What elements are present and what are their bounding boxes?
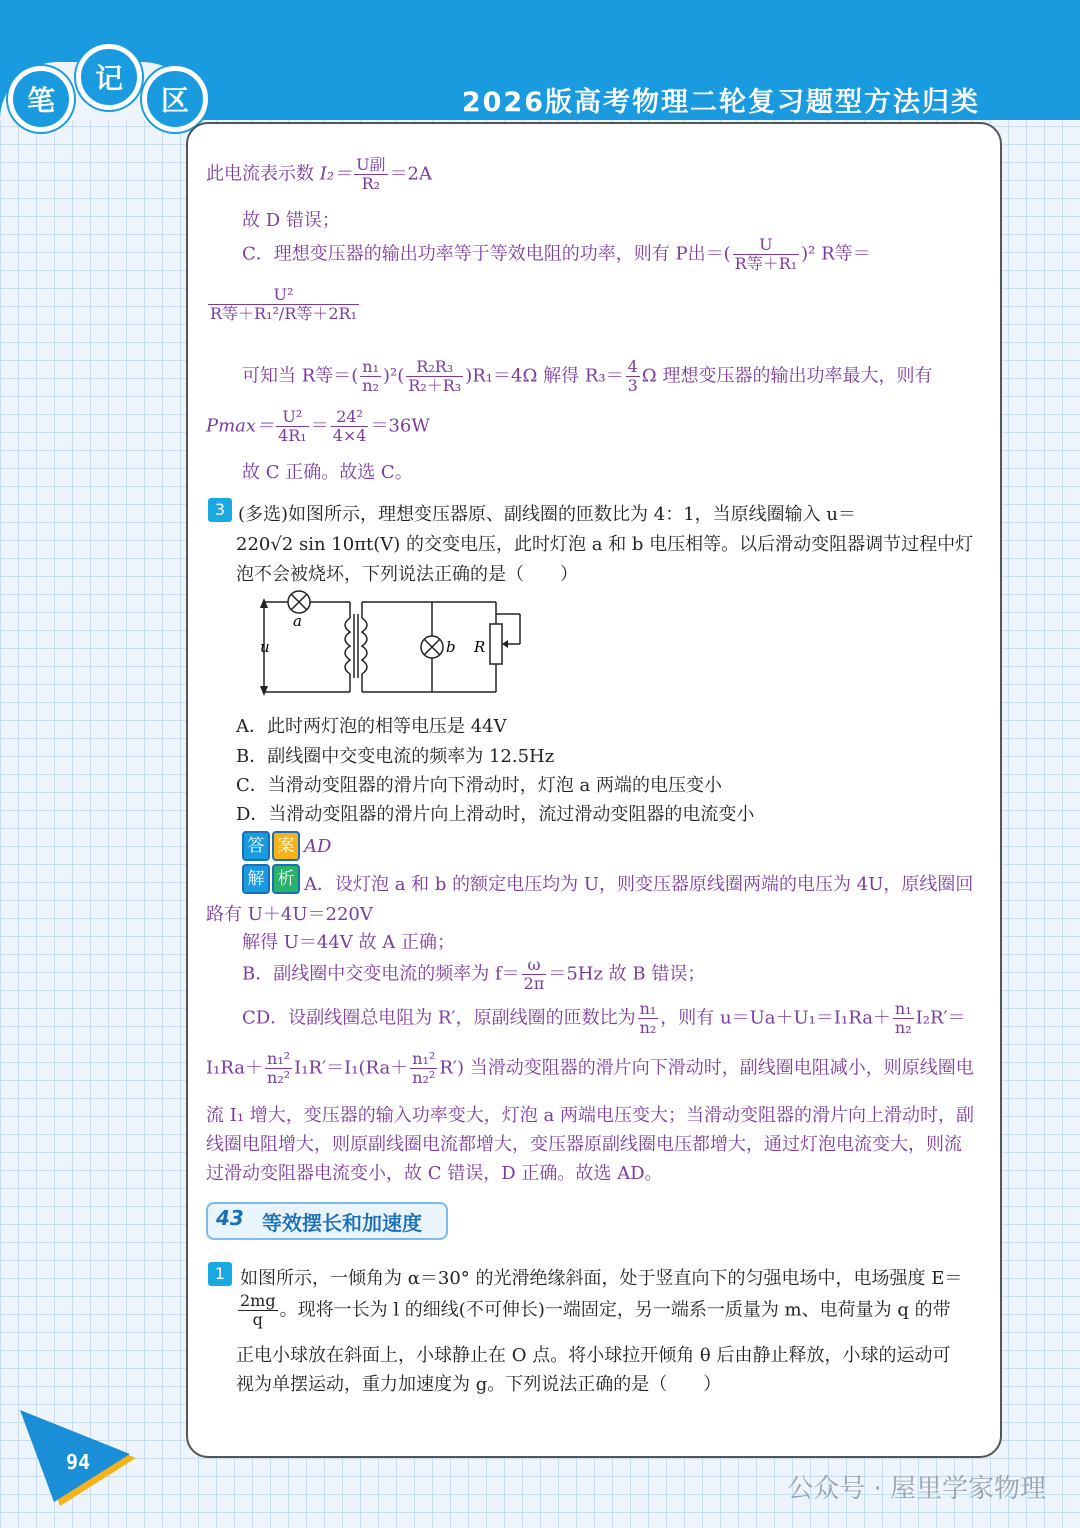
header-title: 2026版高考物理二轮复习题型方法归类 (461, 87, 980, 118)
question-number-badge: 3 (208, 498, 232, 522)
q3-line-1: (多选)如图所示，理想变压器原、副线圈的匝数比为 4：1，当原线圈输入 u＝ (238, 504, 856, 525)
prev-line-7: 故 C 正确。故选 C。 (242, 462, 413, 483)
q1-line-4: 视为单摆运动，重力加速度为 g。下列说法正确的是（ ） (236, 1374, 722, 1395)
q1-line-2-text: 。现将一长为 l 的细线(不可伸长)一端固定，另一端系一质量为 m、电荷量为 q 的带 (279, 1299, 951, 1321)
q3-option-d: D．当滑动变阻器的滑片向上滑动时，流过滑动变阻器的电流变小 (236, 804, 755, 825)
note-char-2: 记 (76, 44, 142, 110)
prev-line-5-d: Ω 理想变压器的输出功率最大，则有 (641, 365, 933, 387)
fraction: $\frac{2mg}{q}$ (240, 1291, 276, 1329)
answer-tag-char-1: 答 (242, 831, 270, 861)
transformer-circuit-diagram (250, 588, 530, 700)
note-char-1: 笔 (8, 66, 74, 132)
fraction: $\frac{\text{n₁²}}{\text{n₂²}}$ (412, 1049, 436, 1087)
section-title: 等效摆长和加速度 (262, 1211, 422, 1235)
prev-line-1-tail: ＝2A (389, 163, 433, 185)
analysis-line-5-c: I₂R′＝ (915, 1007, 966, 1029)
section-number: 43 (216, 1206, 244, 1230)
analysis-tag (242, 864, 300, 894)
q3-option-b: B．副线圈中交变电流的频率为 12.5Hz (236, 746, 555, 767)
analysis-line-2: 路有 U＋4U＝220V (206, 904, 373, 925)
prev-line-5-c: )R₁＝4Ω 解得 R₃＝ (465, 365, 624, 387)
analysis-line-5 (242, 1000, 966, 1037)
analysis-line-6 (206, 1050, 974, 1087)
prev-line-4 (206, 286, 361, 323)
prev-line-2: 故 D 错误； (242, 210, 340, 231)
analysis-line-4-a: B．副线圈中交变电流的频率为 f＝ (242, 963, 520, 985)
prev-line-5-b: )²( (383, 365, 405, 387)
lamp-a-icon (288, 591, 310, 613)
prev-line-6 (206, 408, 430, 445)
note-char-3: 区 (142, 66, 208, 132)
prev-line-3 (242, 236, 871, 273)
fraction: $\frac{\text{24²}}{4\times 4}$ (332, 407, 367, 445)
label-b: b (446, 638, 456, 656)
fraction: $\frac{\text{U副}}{\text{R₂}}$ (356, 155, 386, 193)
analysis-line-5-a: CD．设副线圈总电阻为 R′，原副线圈的匝数比为 (242, 1007, 636, 1029)
analysis-tag-char-2: 析 (272, 864, 300, 894)
analysis-line-4-b: ＝5Hz 故 B 错误； (548, 963, 706, 985)
analysis-line-5-b: ，则有 u＝Ua＋U₁＝I₁Ra＋ (660, 1007, 891, 1029)
answer-tag (242, 831, 300, 861)
fraction: $\frac{\text{U²}}{\text{R等＋R₁²/R等＋2R₁}}$ (210, 285, 358, 323)
prev-line-5 (242, 358, 932, 395)
q1-line-1: 如图所示，一倾角为 α＝30° 的光滑绝缘斜面，处于竖直向下的匀强电场中，电场强度 E＝ (240, 1268, 963, 1289)
fraction: $\frac{\text{n₁²}}{\text{n₂²}}$ (267, 1049, 291, 1087)
fraction: $\frac{4}{3}$ (627, 357, 638, 395)
watermark: 公众号 · 屋里学家物理 (787, 1474, 1046, 1504)
page-number: 94 (66, 1450, 91, 1474)
q3-line-3: 泡不会被烧坏，下列说法正确的是（ ） (236, 564, 578, 585)
prev-line-6-c: ＝36W (370, 415, 430, 437)
prev-line-1-text: 此电流表示数 (206, 163, 314, 185)
fraction: $\frac{\omega}{2\pi}$ (523, 955, 545, 993)
analysis-line-8: 线圈电阻增大，则原副线圈电流都增大，变压器原副线圈电压都增大，通过灯泡电流变大，则流 (206, 1134, 962, 1155)
analysis-tag-char-1: 解 (242, 864, 270, 894)
prev-line-5-a: 可知当 R等＝( (242, 365, 359, 387)
fraction: $\frac{U}{\text{R等＋R₁}}$ (734, 235, 798, 273)
analysis-line-1: A．设灯泡 a 和 b 的额定电压均为 U，则变压器原线圈两端的电压为 4U，原线圈回 (304, 874, 974, 895)
lamp-b-icon (421, 636, 443, 658)
answer-tag-char-2: 案 (272, 831, 300, 861)
prev-line-3-tail: )² R等＝ (801, 243, 871, 265)
analysis-line-4 (242, 956, 705, 993)
analysis-line-6-c: R′) 当滑动变阻器的滑片向下滑动时，副线圈电阻减小，则原线圈电 (439, 1057, 974, 1079)
q1-line-3: 正电小球放在斜面上，小球静止在 O 点。将小球拉开倾角 θ 后由静止释放，小球的运动可 (236, 1345, 951, 1366)
answer-value: AD (304, 836, 332, 857)
q3-line-2: 220√2 sin 10πt(V) 的交变电压，此时灯泡 a 和 b 电压相等。以后滑动变阻器调节过程中灯 (236, 534, 974, 555)
q3-option-a: A．此时两灯泡的相等电压是 44V (236, 716, 507, 737)
prev-line-1-math: I₂＝ (319, 163, 353, 185)
q1-line-2 (236, 1292, 951, 1329)
fraction: $\frac{\text{n₁}}{\text{n₂}}$ (362, 357, 380, 395)
analysis-line-7: 流 I₁ 增大，变压器的输入功率变大，灯泡 a 两端电压变大；当滑动变阻器的滑片向上滑动时，副 (206, 1105, 974, 1126)
question-number-badge: 1 (208, 1262, 232, 1286)
analysis-line-9: 过滑动变阻器电流变小，故 C 错误，D 正确。故选 AD。 (206, 1163, 663, 1184)
fraction: $\frac{\text{U²}}{\text{4R₁}}$ (278, 407, 307, 445)
fraction: $\frac{\text{n₁}}{\text{n₂}}$ (639, 999, 657, 1037)
analysis-line-6-b: I₁R′＝I₁(Ra＋ (294, 1057, 409, 1079)
label-a: a (293, 612, 302, 630)
prev-line-6-b: ＝ (310, 415, 329, 437)
fraction: $\frac{\text{R₂R₃}}{\text{R₂＋R₃}}$ (408, 357, 462, 395)
label-R: R (474, 638, 486, 656)
prev-line-6-a: Pmax＝ (206, 415, 275, 437)
analysis-line-6-a: I₁Ra＋ (206, 1057, 264, 1079)
q3-option-c: C．当滑动变阻器的滑片向下滑动时，灯泡 a 两端的电压变小 (236, 775, 722, 796)
fraction: $\frac{\text{n₁}}{\text{n₂}}$ (894, 999, 912, 1037)
analysis-line-3: 解得 U＝44V 故 A 正确； (242, 932, 455, 953)
prev-line-3-text: C．理想变压器的输出功率等于等效电阻的功率，则有 P出＝( (242, 243, 731, 265)
prev-line-1 (206, 156, 432, 193)
label-u: u (260, 638, 270, 656)
